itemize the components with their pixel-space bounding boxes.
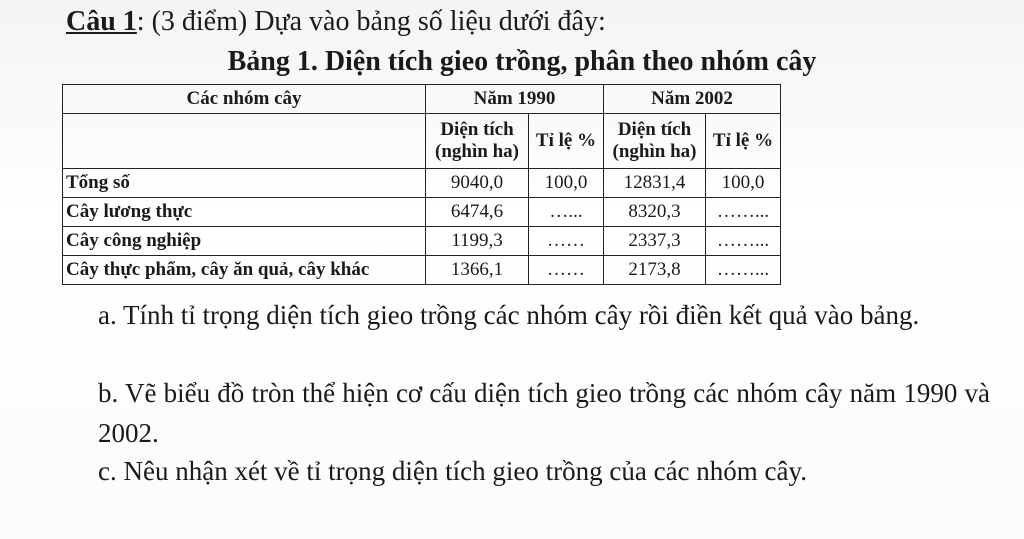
- header-area-2002: [604, 114, 706, 169]
- header-ratio-1990: Tỉ lệ %: [529, 114, 604, 169]
- header-group: Các nhóm cây: [63, 85, 426, 114]
- area-1990-cell: 1199,3: [426, 227, 529, 256]
- pct-1990-cell: 100,0: [529, 169, 604, 198]
- question-heading: [66, 4, 606, 40]
- task-c: c. Nêu nhận xét về tỉ trọng diện tích gieo trồng của các nhóm cây.: [98, 456, 808, 486]
- pct-2002-cell: ……...: [706, 198, 781, 227]
- header-ratio-2002: Tỉ lệ %: [706, 114, 781, 169]
- header-area-label: Diện tích: [617, 119, 692, 140]
- table-row-total: [63, 169, 781, 198]
- table-title: Bảng 1. Diện tích gieo trồng, phân theo nhóm cây: [227, 46, 817, 77]
- task-b: b. Vẽ biểu đồ tròn thể hiện cơ cấu diện tích gieo trồng các nhóm cây năm 1990 và 2002.: [98, 378, 990, 448]
- table-row-other-crops: [63, 256, 781, 285]
- question-instruction: : (3 điểm) Dựa vào bảng số liệu dưới đây:: [136, 6, 606, 37]
- pct-2002-cell: ……...: [706, 227, 781, 256]
- area-1990-cell: 9040,0: [426, 169, 529, 198]
- header-area-unit: (nghìn ha): [612, 141, 697, 162]
- header-area-label: Diện tích: [440, 119, 514, 140]
- area-2002-cell: 12831,4: [604, 169, 706, 198]
- header-area-unit: (nghìn ha): [435, 141, 519, 162]
- question-number: Câu 1: [66, 6, 137, 37]
- row-label: Tổng số: [63, 169, 426, 198]
- table-row-industrial-crops: [63, 227, 781, 256]
- table-row-food-crops: [63, 198, 781, 227]
- header-year-2002: Năm 2002: [604, 85, 781, 114]
- header-area-1990: [426, 114, 529, 169]
- row-label: Cây thực phẩm, cây ăn quả, cây khác: [63, 256, 426, 285]
- header-empty: [63, 114, 426, 169]
- area-2002-cell: 2337,3: [604, 227, 706, 256]
- pct-1990-cell: ……: [529, 256, 604, 285]
- task-a: a. Tính tỉ trọng diện tích gieo trồng các nhóm cây rồi điền kết quả vào bảng.: [98, 300, 920, 330]
- header-year-1990: Năm 1990: [426, 85, 604, 114]
- row-label: Cây công nghiệp: [63, 227, 426, 256]
- header-row-metrics: [63, 114, 781, 169]
- data-table: [62, 84, 781, 285]
- area-2002-cell: 8320,3: [604, 198, 706, 227]
- area-1990-cell: 6474,6: [426, 198, 529, 227]
- pct-2002-cell: ……...: [706, 256, 781, 285]
- pct-1990-cell: …...: [529, 198, 604, 227]
- area-2002-cell: 2173,8: [604, 256, 706, 285]
- area-1990-cell: 1366,1: [426, 256, 529, 285]
- pct-1990-cell: ……: [529, 227, 604, 256]
- pct-2002-cell: 100,0: [706, 169, 781, 198]
- header-row-years: [63, 85, 781, 114]
- row-label: Cây lương thực: [63, 198, 426, 227]
